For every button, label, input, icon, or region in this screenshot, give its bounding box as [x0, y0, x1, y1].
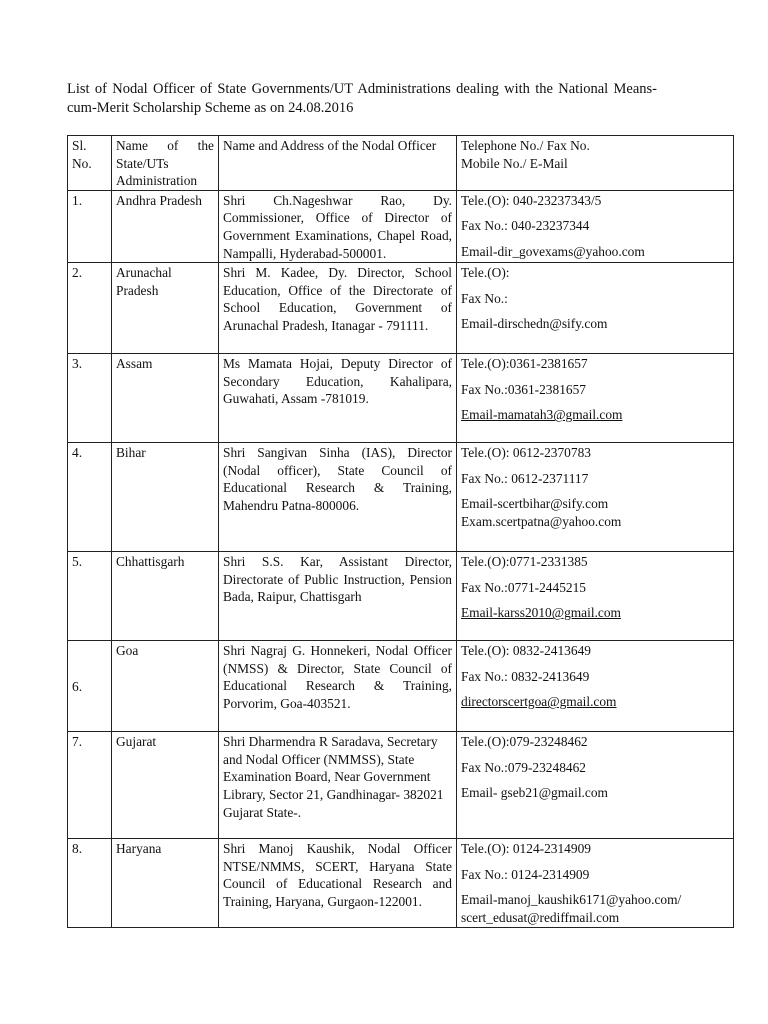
row-contact	[457, 732, 734, 839]
row-officer: Shri Ch.Nageshwar Rao, Dy. Commissioner, Office of Director of Government Examinations, Chapel Road, Nampalli, Hyderabad-500001.	[219, 190, 457, 262]
table-row	[68, 552, 734, 641]
row-state: Assam	[112, 354, 219, 443]
row-fax: Fax No.: 040-23237344	[461, 218, 590, 234]
row-officer: Shri Manoj Kaushik, Nodal Officer NTSE/NMMS, SCERT, Haryana State Council of Educational Research and Training, Haryana, Gurgaon-122001.	[219, 839, 457, 927]
row-fax: Fax No.: 0612-2371117	[461, 470, 589, 486]
table-row	[68, 732, 734, 839]
row-tel: Tele.(O): 0612-2370783	[461, 445, 591, 461]
row-state: Gujarat	[112, 732, 219, 839]
row-officer: Shri M. Kadee, Dy. Director, School Education, Office of the Directorate of School Education, Government of Arunachal Pradesh, Itanagar - 791111.	[219, 263, 457, 354]
row-sl-no: 5.	[68, 552, 112, 641]
row-fax: Fax No.: 0124-2314909	[461, 866, 590, 882]
row-officer: Shri Sangivan Sinha (IAS), Director (Nodal officer), State Council of Educational Research & Training, Mahendru Patna-800006.	[219, 443, 457, 552]
row-officer: Shri Dharmendra R Saradava, Secretary and Nodal Officer (NMMSS), State Examination Board, Near Government Library, Sector 21, Gandhinagar- 382021 Gujarat State-.	[219, 732, 457, 839]
row-sl-no: 6.	[68, 641, 112, 732]
row-contact	[457, 443, 734, 552]
row-contact	[457, 190, 734, 262]
header-contact-line2: Mobile No./ E-Mail	[461, 155, 568, 171]
table-header-row	[68, 136, 734, 191]
row-contact	[457, 354, 734, 443]
row-state: Chhattisgarh	[112, 552, 219, 641]
row-fax: Fax No.:079-23248462	[461, 759, 586, 775]
table-row	[68, 641, 734, 732]
row-contact	[457, 641, 734, 732]
row-tel: Tele.(O):079-23248462	[461, 734, 588, 750]
row-email[interactable]: Email-karss2010@gmail.com	[461, 605, 621, 621]
table-row	[68, 354, 734, 443]
row-tel: Tele.(O):	[461, 265, 510, 281]
header-contact	[457, 136, 734, 191]
row-tel: Tele.(O): 0124-2314909	[461, 841, 591, 857]
row-tel: Tele.(O): 040-23237343/5	[461, 192, 602, 208]
row-sl-no: 4.	[68, 443, 112, 552]
table-row	[68, 839, 734, 927]
table-row	[68, 190, 734, 262]
row-fax: Fax No.:	[461, 290, 508, 306]
nodal-officer-table	[67, 135, 734, 928]
row-email[interactable]: Email-mamatah3@gmail.com	[461, 407, 623, 423]
row-state: Bihar	[112, 443, 219, 552]
row-email[interactable]: Email-scertbihar@sify.com	[461, 496, 609, 512]
row-contact	[457, 839, 734, 927]
row-sl-no: 3.	[68, 354, 112, 443]
row-email-secondary[interactable]: scert_edusat@rediffmail.com	[461, 909, 620, 925]
row-state: Haryana	[112, 839, 219, 927]
row-tel: Tele.(O):0771-2331385	[461, 554, 588, 570]
header-contact-line1: Telephone No./ Fax No.	[461, 138, 590, 153]
row-tel: Tele.(O): 0832-2413649	[461, 643, 591, 659]
row-email[interactable]: Email-manoj_kaushik6171@yahoo.com/	[461, 892, 682, 908]
table-row	[68, 263, 734, 354]
row-state: Andhra Pradesh	[112, 190, 219, 262]
row-sl-no: 2.	[68, 263, 112, 354]
row-sl-no: 7.	[68, 732, 112, 839]
row-officer: Shri S.S. Kar, Assistant Director, Directorate of Public Instruction, Pension Bada, Raipur, Chattisgarh	[219, 552, 457, 641]
row-officer: Ms Mamata Hojai, Deputy Director of Secondary Education, Kahalipara, Guwahati, Assam -781019.	[219, 354, 457, 443]
row-tel: Tele.(O):0361-2381657	[461, 356, 588, 372]
row-fax: Fax No.:0771-2445215	[461, 579, 586, 595]
row-email[interactable]: directorscertgoa@gmail.com	[461, 694, 617, 710]
table-row	[68, 443, 734, 552]
row-officer: Shri Nagraj G. Honnekeri, Nodal Officer (NMSS) & Director, State Council of Educational Research & Training, Porvorim, Goa-403521.	[219, 641, 457, 732]
row-email[interactable]: Email- gseb21@gmail.com	[461, 785, 608, 801]
row-email[interactable]: Email-dir_govexams@yahoo.com	[461, 243, 645, 259]
document-title: List of Nodal Officer of State Governments/UT Administrations dealing with the National Means-cum-Merit Scholarship Scheme as on 24.08.2016	[67, 81, 657, 116]
row-contact	[457, 263, 734, 354]
header-state: Name of the State/UTs Administration	[112, 136, 219, 191]
row-sl-no: 1.	[68, 190, 112, 262]
row-state: Goa	[112, 641, 219, 732]
header-sl-no: Sl. No.	[68, 136, 112, 191]
row-fax: Fax No.:0361-2381657	[461, 381, 586, 397]
header-officer: Name and Address of the Nodal Officer	[219, 136, 457, 191]
row-email-secondary[interactable]: Exam.scertpatna@yahoo.com	[461, 513, 622, 529]
row-fax: Fax No.: 0832-2413649	[461, 668, 590, 684]
row-state: Arunachal Pradesh	[112, 263, 219, 354]
row-email[interactable]: Email-dirschedn@sify.com	[461, 316, 608, 332]
row-contact	[457, 552, 734, 641]
row-sl-no: 8.	[68, 839, 112, 927]
